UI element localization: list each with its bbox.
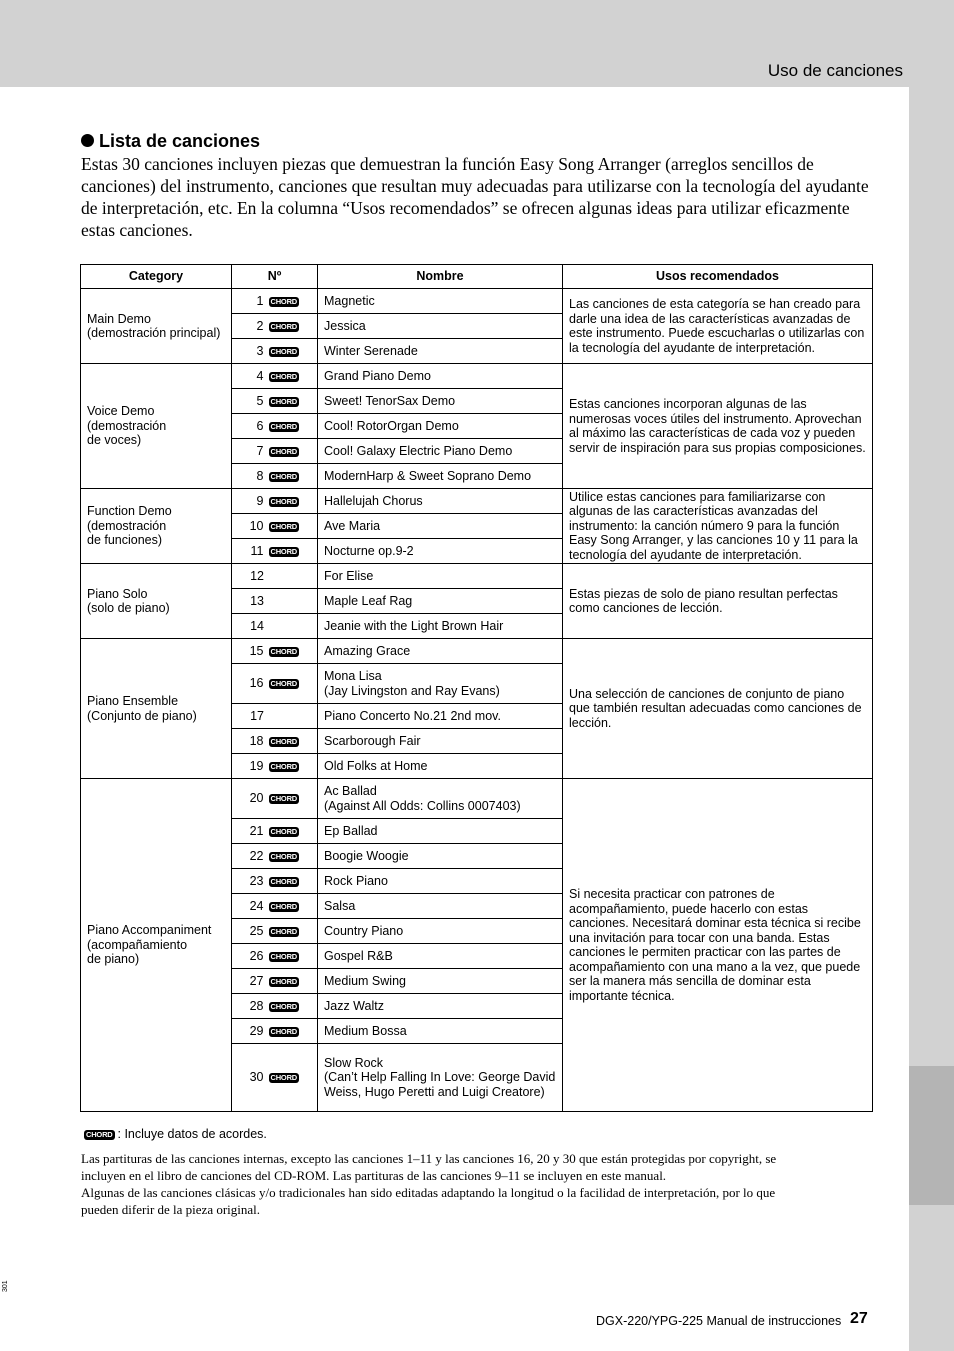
chord-icon: CHORD — [270, 926, 297, 936]
chord-icon: CHORD — [86, 1130, 113, 1139]
song-name-cell: Ave Maria — [318, 514, 563, 539]
song-number-cell — [232, 754, 318, 779]
bullet-icon — [81, 134, 94, 147]
song-number-cell — [232, 969, 318, 994]
song-name-cell: Medium Bossa — [318, 1019, 563, 1044]
song-number: 8 — [256, 468, 264, 483]
song-number: 1 — [256, 293, 264, 308]
song-number: 2 — [256, 318, 264, 333]
chord-icon: CHORD — [270, 1073, 297, 1083]
song-number-cell — [232, 639, 318, 664]
chord-icon: CHORD — [270, 646, 297, 656]
section-heading — [81, 131, 260, 152]
chord-icon: CHORD — [270, 901, 297, 911]
header-name: Nombre — [318, 265, 563, 289]
song-number: 22 — [249, 848, 264, 863]
category-cell: Function Demo (demostración de funciones) — [81, 489, 232, 564]
song-name-cell: Gospel R&B — [318, 944, 563, 969]
song-number-cell — [232, 779, 318, 819]
song-number-cell — [232, 589, 318, 614]
table-row — [81, 364, 873, 389]
chord-icon: CHORD — [270, 794, 297, 804]
category-cell: Piano Ensemble (Conjunto de piano) — [81, 639, 232, 779]
song-number: 26 — [249, 948, 264, 963]
chord-icon: CHORD — [270, 396, 297, 406]
chord-icon: CHORD — [270, 761, 297, 771]
song-number: 18 — [249, 733, 264, 748]
chord-icon: CHORD — [270, 736, 297, 746]
chord-icon: CHORD — [270, 951, 297, 961]
chord-icon: CHORD — [270, 976, 297, 986]
uses-cell: Una selección de canciones de conjunto de piano que también resultan adecuadas como canciones de lección. — [563, 639, 873, 779]
song-name-cell: Jeanie with the Light Brown Hair — [318, 614, 563, 639]
song-number-cell — [232, 819, 318, 844]
song-number-cell — [232, 614, 318, 639]
song-number: 13 — [250, 593, 264, 608]
song-number: 28 — [249, 998, 264, 1013]
song-name-cell: Cool! Galaxy Electric Piano Demo — [318, 439, 563, 464]
song-number: 29 — [249, 1023, 264, 1038]
intro-paragraph: Estas 30 canciones incluyen piezas que demuestran la función Easy Song Arranger (arreglos sencillos de canciones) del instrumento, canciones que resultan muy adecuadas para utilizarse con la tecnología del ayudante de interpretación, etc. En la columna “Usos recomendados” se ofrecen algunas ideas para utilizar eficazmente estas canciones. — [81, 154, 869, 240]
song-number: 17 — [250, 708, 264, 723]
song-number-cell — [232, 489, 318, 514]
song-name-cell: Amazing Grace — [318, 639, 563, 664]
song-name-cell: Medium Swing — [318, 969, 563, 994]
table-row — [81, 489, 873, 514]
chord-icon: CHORD — [270, 851, 297, 861]
chord-icon: CHORD — [270, 679, 297, 689]
song-name-cell: Salsa — [318, 894, 563, 919]
chord-icon: CHORD — [270, 1026, 297, 1036]
category-cell: Piano Solo (solo de piano) — [81, 564, 232, 639]
chord-icon: CHORD — [270, 446, 297, 456]
song-number: 7 — [256, 443, 264, 458]
song-name-cell: Jazz Waltz — [318, 994, 563, 1019]
chord-icon: CHORD — [270, 826, 297, 836]
uses-cell: Si necesita practicar con patrones de acompañamiento, puede hacerlo con estas canciones. Necesitará dominar esta técnica si recibe una invitación para tocar con una banda. Estas canciones le permiten practicar con las partes de acompañamiento con una mano a la vez, que puede ser la manera más sencilla de dominar esta importante técnica. — [563, 779, 873, 1112]
chord-legend — [84, 1127, 267, 1141]
section-tab-marker — [909, 1066, 954, 1205]
song-number-cell — [232, 994, 318, 1019]
song-number-cell — [232, 289, 318, 314]
chord-icon: CHORD — [270, 371, 297, 381]
song-number: 30 — [249, 1070, 264, 1085]
song-number-cell — [232, 514, 318, 539]
song-name-cell: Cool! RotorOrgan Demo — [318, 414, 563, 439]
footnote: Algunas de las canciones clásicas y/o tradicionales han sido editadas adaptando la longitud o la facilidad de interpretación, por lo que pueden diferir de la pieza original. — [81, 1185, 776, 1217]
song-number-cell — [232, 414, 318, 439]
footnote: Las partituras de las canciones internas, excepto las canciones 1–11 y las canciones 16, 20 y 30 que están protegidas por copyright, se incluyen en el libro de canciones del CD-ROM. Las partituras de las canciones 9–11 se incluyen en este manual. — [81, 1151, 777, 1183]
song-number: 15 — [249, 643, 264, 658]
song-number: 4 — [256, 368, 264, 383]
song-number-cell — [232, 1044, 318, 1112]
song-number: 12 — [250, 568, 264, 583]
song-name-cell: Maple Leaf Rag — [318, 589, 563, 614]
chord-icon: CHORD — [270, 296, 297, 306]
side-code: 301 — [2, 1280, 9, 1292]
song-name-cell: Winter Serenade — [318, 339, 563, 364]
chord-icon: CHORD — [270, 496, 297, 506]
song-name-cell: ModernHarp & Sweet Soprano Demo — [318, 464, 563, 489]
table-row — [81, 779, 873, 819]
song-number-cell — [232, 339, 318, 364]
song-name-cell: Scarborough Fair — [318, 729, 563, 754]
song-number-cell — [232, 869, 318, 894]
song-number: 19 — [249, 758, 264, 773]
song-number: 27 — [249, 973, 264, 988]
table-row — [81, 564, 873, 589]
song-number: 3 — [256, 343, 264, 358]
chord-icon: CHORD — [270, 521, 297, 531]
chord-icon: CHORD — [270, 1001, 297, 1011]
category-cell: Piano Accompaniment (acompañamiento de piano) — [81, 779, 232, 1112]
category-cell: Voice Demo (demostración de voces) — [81, 364, 232, 489]
uses-cell: Estas piezas de solo de piano resultan perfectas como canciones de lección. — [563, 564, 873, 639]
chord-icon: CHORD — [270, 321, 297, 331]
table-row — [81, 289, 873, 314]
uses-cell: Estas canciones incorporan algunas de las numerosas voces útiles del instrumento. Aprovechan al máximo las características de cada voz y pueden servir de inspiración para sus propias composiciones. — [563, 364, 873, 489]
song-name-cell: Nocturne op.9-2 — [318, 539, 563, 564]
table-header-row — [81, 265, 873, 289]
song-name-cell: Grand Piano Demo — [318, 364, 563, 389]
song-number: 6 — [256, 418, 264, 433]
header-uses: Usos recomendados — [563, 265, 873, 289]
song-name-cell: Old Folks at Home — [318, 754, 563, 779]
song-number: 10 — [249, 518, 264, 533]
table-row — [81, 639, 873, 664]
chord-icon: CHORD — [270, 346, 297, 356]
chord-icon: CHORD — [270, 471, 297, 481]
song-number: 16 — [249, 676, 264, 691]
song-number-cell — [232, 894, 318, 919]
song-number-cell — [232, 944, 318, 969]
header-title: Uso de canciones — [767, 61, 903, 80]
song-number: 9 — [256, 493, 264, 508]
song-number-cell — [232, 439, 318, 464]
song-number-cell — [232, 564, 318, 589]
song-number-cell — [232, 314, 318, 339]
song-number-cell — [232, 919, 318, 944]
chord-icon: CHORD — [270, 421, 297, 431]
header-category: Category — [81, 265, 232, 289]
song-name-cell: Mona Lisa (Jay Livingston and Ray Evans) — [318, 664, 563, 704]
song-name-cell: Rock Piano — [318, 869, 563, 894]
song-name-cell: Jessica — [318, 314, 563, 339]
header-number: Nº — [232, 265, 318, 289]
song-number-cell — [232, 704, 318, 729]
song-number-cell — [232, 729, 318, 754]
song-number: 23 — [249, 873, 264, 888]
song-number: 14 — [250, 618, 264, 633]
song-name-cell: Sweet! TenorSax Demo — [318, 389, 563, 414]
footer-manual-title: DGX-220/YPG-225 Manual de instrucciones — [596, 1314, 842, 1328]
song-number-cell — [232, 844, 318, 869]
footnotes — [81, 1150, 801, 1218]
song-name-cell: Ep Ballad — [318, 819, 563, 844]
song-number-cell — [232, 1019, 318, 1044]
song-number: 20 — [249, 791, 264, 806]
category-cell: Main Demo (demostración principal) — [81, 289, 232, 364]
song-name-cell: Slow Rock (Can’t Help Falling In Love: George David Weiss, Hugo Peretti and Luigi Creatore) — [318, 1044, 563, 1112]
song-name-cell: Hallelujah Chorus — [318, 489, 563, 514]
section-title: Lista de canciones — [99, 131, 261, 151]
song-name-cell: Country Piano — [318, 919, 563, 944]
chord-icon: CHORD — [270, 546, 297, 556]
song-table-body — [81, 289, 873, 1112]
uses-cell: Las canciones de esta categoría se han creado para darle una idea de las características avanzadas de este instrumento. Puede escucharlas o utilizarlas con la tecnología del ayudante de interpretación. — [563, 289, 873, 364]
uses-cell: Utilice estas canciones para familiarizarse con algunas de las características avanzadas del instrumento: la canción número 9 para la función Easy Song Arranger, y las canciones 10 y 11 para la tecnología del ayudante de interpretación. — [563, 489, 873, 564]
song-name-cell: Boogie Woogie — [318, 844, 563, 869]
song-list-table — [80, 264, 873, 1112]
song-name-cell: Magnetic — [318, 289, 563, 314]
song-name-cell: Ac Ballad (Against All Odds: Collins 0007403) — [318, 779, 563, 819]
song-number: 11 — [250, 543, 264, 558]
page-number: 27 — [850, 1310, 868, 1327]
song-name-cell: For Elise — [318, 564, 563, 589]
song-number-cell — [232, 664, 318, 704]
song-number-cell — [232, 539, 318, 564]
song-number: 21 — [249, 823, 264, 838]
legend-text: : Incluye datos de acordes. — [117, 1127, 267, 1141]
song-number-cell — [232, 364, 318, 389]
song-number: 5 — [256, 393, 264, 408]
song-name-cell: Piano Concerto No.21 2nd mov. — [318, 704, 563, 729]
song-number: 24 — [249, 898, 264, 913]
chord-icon: CHORD — [270, 876, 297, 886]
song-number-cell — [232, 389, 318, 414]
song-number: 25 — [249, 923, 264, 938]
song-number-cell — [232, 464, 318, 489]
